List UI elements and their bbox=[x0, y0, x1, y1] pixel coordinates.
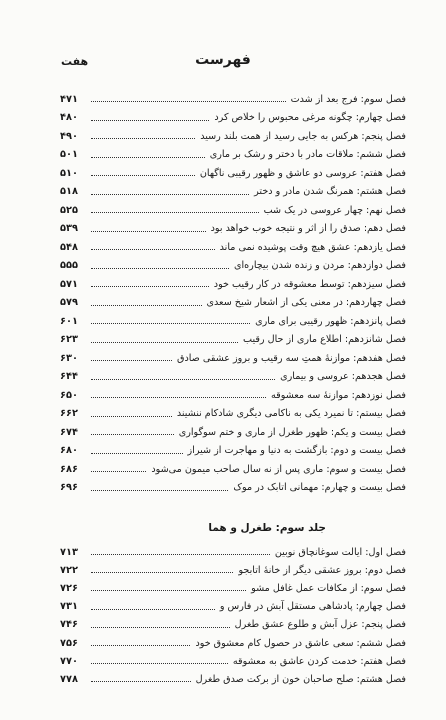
toc-entry bbox=[60, 386, 406, 405]
toc-entry-title: فصل سوم: از مکافات عمل غافل مشو bbox=[251, 582, 406, 594]
toc-entry-page: ۵۷۱ bbox=[60, 278, 78, 290]
toc-entry-page: ۶۴۴ bbox=[60, 371, 78, 383]
toc-entry bbox=[60, 109, 406, 128]
toc-entry bbox=[60, 634, 406, 652]
toc-entry-page: ۷۷۰ bbox=[60, 655, 78, 667]
toc-entry bbox=[60, 543, 406, 561]
leader-dots bbox=[91, 470, 146, 472]
toc-entry-page: ۷۲۲ bbox=[60, 564, 78, 576]
toc-entry-title: فصل هشتم: صلح صاحبان خون از برکت صدق طغرل bbox=[195, 673, 406, 685]
toc-entry-title: فصل بیست و سوم: ماری پس از نه سال صاحب میمون می‌شود bbox=[151, 463, 406, 475]
toc-entry-page: ۵۰۱ bbox=[60, 149, 78, 161]
toc-entry-title: فصل ششم: ملاقات مادر با دختر و رشک بر ماری bbox=[209, 149, 406, 161]
toc-entry-page: ۵۱۸ bbox=[60, 186, 78, 198]
toc-entry bbox=[60, 183, 406, 202]
toc-entry bbox=[60, 616, 406, 634]
toc-entry-title: فصل دوازدهم: مردن و زنده شدن بیچاره‌ای bbox=[233, 260, 406, 272]
toc-entry bbox=[60, 670, 406, 688]
leader-dots bbox=[91, 193, 249, 195]
toc-entry-page: ۵۷۹ bbox=[60, 297, 78, 309]
leader-dots bbox=[91, 100, 286, 102]
toc-entry bbox=[60, 405, 406, 424]
leader-dots bbox=[91, 267, 229, 269]
toc-entry bbox=[60, 331, 406, 350]
toc-entry-title: فصل بیست و چهارم: مهمانی اتابک در موک bbox=[233, 482, 406, 494]
toc-entry-title: فصل سیزدهم: توسط معشوقه در کار رقیب خود bbox=[213, 278, 406, 290]
leader-dots bbox=[91, 433, 174, 435]
toc-entry bbox=[60, 275, 406, 294]
leader-dots bbox=[91, 304, 202, 306]
toc-entry-page: ۴۷۱ bbox=[60, 93, 78, 105]
toc-entry-page: ۷۴۶ bbox=[60, 619, 78, 631]
toc-entry-title: فصل دوم: بروز عشقی دیگر از خانهٔ اتابجو bbox=[238, 564, 406, 576]
toc-entry-title: فصل شانزدهم: اطلاع ماری از حال رقیب bbox=[243, 334, 406, 346]
toc-entry-title: فصل یازدهم: عشق هیچ وقت پوشیده نمی ماند bbox=[219, 241, 406, 253]
toc-entry-title: فصل بیستم: تا نمیرد یکی به ناکامی دیگری شادکام ننشیند bbox=[176, 408, 406, 420]
toc-entry-title: فصل هجدهم: عروسی و بیماری bbox=[280, 371, 406, 383]
toc-entry bbox=[60, 368, 406, 387]
toc-entry bbox=[60, 479, 406, 498]
toc-entry-title: فصل هشتم: همرنگ شدن مادر و دختر bbox=[254, 186, 406, 198]
toc-entry-title: فصل دهم: صدق را از اثر و نتیجه خوب خواهد بود bbox=[210, 223, 406, 235]
toc-entry bbox=[60, 164, 406, 183]
leader-dots bbox=[91, 211, 259, 213]
toc-entry bbox=[60, 579, 406, 597]
toc-entry-page: ۶۷۴ bbox=[60, 426, 78, 438]
leader-dots bbox=[91, 644, 190, 646]
leader-dots bbox=[91, 230, 206, 232]
toc-entry bbox=[60, 349, 406, 368]
toc-entry-title: فصل پنجم: هرکس به جایی رسید از همت بلند رسید bbox=[200, 130, 406, 142]
toc-entry bbox=[60, 312, 406, 331]
toc-entry-title: فصل چهارم: پادشاهی مستقل آبش در فارس و bbox=[219, 601, 406, 613]
leader-dots bbox=[91, 396, 266, 398]
leader-dots bbox=[91, 174, 195, 176]
leader-dots bbox=[91, 119, 209, 121]
toc-entry-title: فصل بیست و دوم: بازگشت به دنیا و مهاجرت از شیراز bbox=[187, 445, 406, 457]
toc-entry bbox=[60, 561, 406, 579]
toc-entry bbox=[60, 201, 406, 220]
toc-entry-page: ۶۶۲ bbox=[60, 408, 78, 420]
leader-dots bbox=[91, 608, 215, 610]
toc-entry-page: ۶۲۳ bbox=[60, 334, 78, 346]
leader-dots bbox=[91, 626, 230, 628]
toc-entry-title: فصل چهارم: چگونه مرغی محبوس را خلاص کرد bbox=[214, 112, 406, 124]
leader-dots bbox=[91, 341, 238, 343]
leader-dots bbox=[91, 378, 275, 380]
toc-entry-title: فصل پنجم: عزل آبش و طلوع عشق طغرل bbox=[234, 619, 406, 631]
toc-entry-page: ۶۰۱ bbox=[60, 315, 78, 327]
toc-entry-page: ۵۱۰ bbox=[60, 167, 78, 179]
toc-entry-page: ۶۹۶ bbox=[60, 482, 78, 494]
leader-dots bbox=[91, 489, 228, 491]
toc-entry-title: فصل پانزدهم: ظهور رقیبی برای ماری bbox=[255, 315, 406, 327]
toc-entry bbox=[60, 598, 406, 616]
toc-entry-title: فصل سوم: فرج بعد از شدت bbox=[290, 93, 406, 105]
toc-entry bbox=[60, 423, 406, 442]
toc-entry-page: ۵۲۵ bbox=[60, 204, 78, 216]
toc-entry bbox=[60, 294, 406, 313]
toc-entry-title: فصل چهاردهم: در معنی یکی از اشعار شیخ سعدی bbox=[206, 297, 406, 309]
toc-entry-page: ۷۲۶ bbox=[60, 582, 78, 594]
leader-dots bbox=[91, 359, 172, 361]
leader-dots bbox=[91, 662, 228, 664]
toc-entry bbox=[60, 127, 406, 146]
toc-list-volume-two bbox=[60, 90, 406, 497]
leader-dots bbox=[91, 248, 215, 250]
leader-dots bbox=[91, 571, 233, 573]
leader-dots bbox=[91, 589, 246, 591]
page-number: هفت bbox=[61, 55, 89, 68]
toc-entry bbox=[60, 460, 406, 479]
toc-entry-page: ۵۳۹ bbox=[60, 223, 78, 235]
toc-entry-page: ۷۱۳ bbox=[60, 546, 78, 558]
toc-entry bbox=[60, 652, 406, 670]
toc-entry-title: فصل نهم: چهار عروسی در یک شب bbox=[263, 204, 406, 216]
leader-dots bbox=[91, 322, 250, 324]
leader-dots bbox=[91, 285, 209, 287]
toc-entry bbox=[60, 90, 406, 109]
toc-entry-page: ۶۸۰ bbox=[60, 445, 78, 457]
toc-entry bbox=[60, 238, 406, 257]
toc-entry-page: ۶۸۶ bbox=[60, 463, 78, 475]
toc-entry-title: فصل بیست و یکم: ظهور طغرل از ماری و ختم سوگواری bbox=[178, 426, 406, 438]
toc-list-volume-three bbox=[60, 543, 406, 689]
toc-entry-page: ۷۷۸ bbox=[60, 673, 78, 685]
leader-dots bbox=[91, 553, 270, 555]
toc-entry-page: ۴۹۰ bbox=[60, 130, 78, 142]
toc-entry-title: فصل اول: ایالت سوغانچاق نوبین bbox=[274, 546, 406, 558]
toc-entry-page: ۶۵۰ bbox=[60, 389, 78, 401]
page-title: فهرست bbox=[195, 52, 251, 68]
toc-entry-title: فصل هفتم: عروسی دو عاشق و ظهور رقیبی ناگهان bbox=[199, 167, 406, 179]
section-heading: جلد سوم: طغرل و هما bbox=[208, 522, 326, 534]
toc-entry-page: ۵۵۵ bbox=[60, 260, 78, 272]
toc-entry-title: فصل هفتم: خدمت کردن عاشق به معشوقه bbox=[232, 655, 406, 667]
toc-entry-page: ۴۸۰ bbox=[60, 112, 78, 124]
leader-dots bbox=[91, 415, 172, 417]
toc-entry-title: فصل ششم: سعی عاشق در حصول کام معشوق خود bbox=[195, 637, 406, 649]
leader-dots bbox=[91, 680, 191, 682]
toc-entry-page: ۷۳۱ bbox=[60, 601, 78, 613]
toc-entry bbox=[60, 220, 406, 239]
toc-entry-page: ۷۵۶ bbox=[60, 637, 78, 649]
leader-dots bbox=[91, 156, 205, 158]
toc-entry-title: فصل هفدهم: موازنهٔ همتِ سه رقیب و بروز عشقی صادق bbox=[177, 352, 406, 364]
toc-entry-page: ۵۴۸ bbox=[60, 241, 78, 253]
toc-entry bbox=[60, 146, 406, 165]
toc-entry-title: فصل نوزدهم: موازنهٔ سه معشوقه bbox=[271, 389, 406, 401]
toc-entry bbox=[60, 442, 406, 461]
toc-entry-page: ۶۳۰ bbox=[60, 352, 78, 364]
toc-entry bbox=[60, 257, 406, 276]
leader-dots bbox=[91, 137, 195, 139]
leader-dots bbox=[91, 452, 183, 454]
